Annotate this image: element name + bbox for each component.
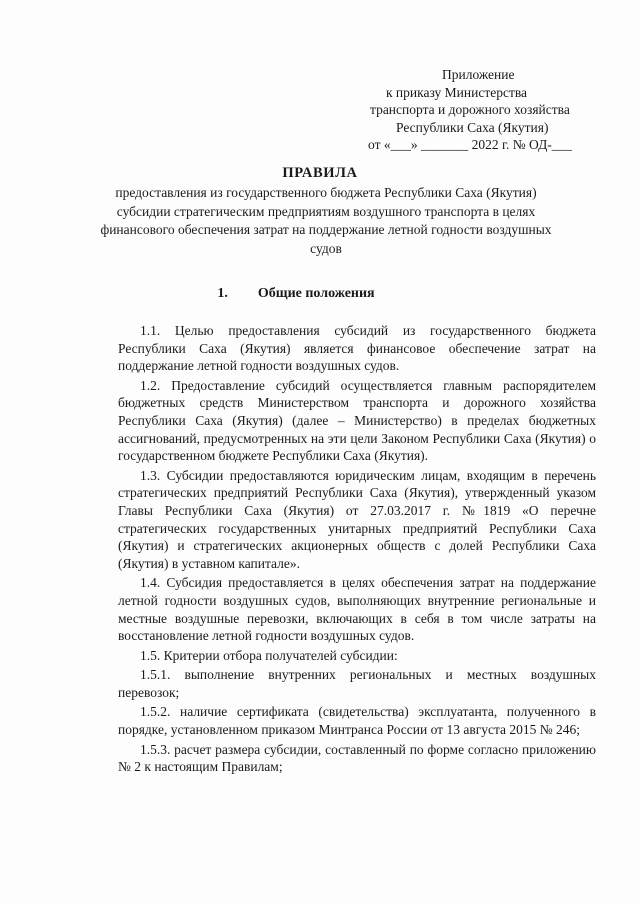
appendix-line-3: транспорта и дорожного хозяйства [370, 102, 570, 117]
section-number: 1. [217, 286, 228, 301]
document-title: ПРАВИЛА [282, 165, 358, 181]
appendix-header [368, 66, 608, 154]
paragraph-1-5: 1.5. Критерии отбора получателей субсидии: [140, 647, 398, 663]
paragraph-1-2: 1.2. Предоставление субсидий осуществляется главным распорядителем бюджетных средств Министерством транспорта и дорожного хозяйства Республики Саха (Якутия) (далее – Министерство) в пределах бюджетных ассигнований, предусмотренных на эти цели Законом Республики Саха (Якутия) о государственном бюджете Республики Саха (Якутия). [118, 377, 596, 464]
appendix-line-5: от «___» _______ 2022 г. № ОД-___ [368, 137, 573, 152]
appendix-line-2: к приказу Министерства [386, 84, 528, 100]
appendix-line-1: Приложение [442, 67, 515, 82]
document-subtitle: предоставления из государственного бюджета Республики Саха (Якутия) субсидии стратегическим предприятиям воздушного транспорта в целях финансового обеспечения затрат на поддержание летной годности воздушных судов [100, 185, 552, 256]
document-body [118, 322, 596, 776]
section-title: Общие положения [257, 286, 375, 301]
paragraph-1-3: 1.3. Субсидии предоставляются юридическим лицам, входящим в перечень стратегических предприятий Республики Саха (Якутия), утвержденный указом Главы Республики Саха (Якутия) от 27.03.2017 г. №1819 «О перечне стратегических государственных унитарных предприятий Республики Саха (Якутия) и стратегических акционерных обществ с долей Республики Саха (Якутия) в уставном капитале». [118, 467, 596, 571]
paragraph-1-5-2: 1.5.2. наличие сертификата (свидетельства) эксплуатанта, полученного в порядке, установленном приказом Минтранса России от 13 августа 2015 № 246; [118, 704, 596, 738]
paragraph-1-5-1: 1.5.1. выполнение внутренних региональных и местных воздушных перевозок; [118, 667, 596, 700]
appendix-line-4: Республики Саха (Якутия) [396, 119, 549, 135]
section-heading [0, 286, 640, 302]
paragraph-1-4: 1.4. Субсидия предоставляется в целях обеспечения затрат на поддержание летной годности воздушных судов, выполняющих внутренние региональные и местные воздушные перевозки, включающих в себя в том числе затраты на восстановление летной годности воздушных судов. [118, 575, 596, 644]
paragraph-1-1: 1.1. Целью предоставления субсидий из государственного бюджета Республики Саха (Якутия) является финансовое обеспечение затрат на поддержание летной годности воздушных судов. [118, 323, 596, 374]
paragraph-1-5-3: 1.5.3. расчет размера субсидии, составленный по форме согласно приложению № 2 к настоящим Правилам; [118, 741, 596, 775]
